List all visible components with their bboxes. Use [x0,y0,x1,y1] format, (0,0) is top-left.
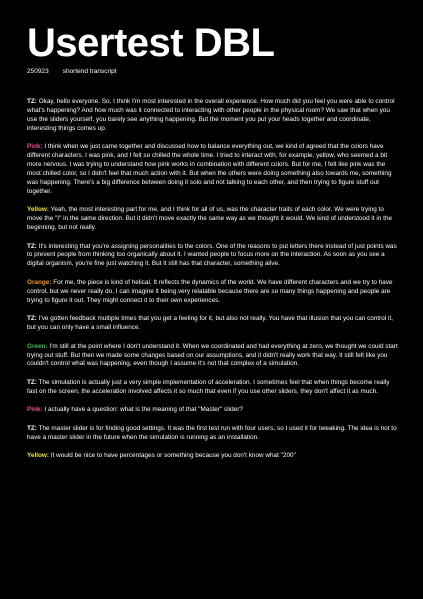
paragraph-text: I think when we just came together and discussed how to balance everything out, we kind of agreed that the colors have different characters. I was pink, and I felt so chilled the whole time. I tried to interact with, for example, yellow, who seemed a bit more nervous. I was trying to understand how pink works in combination with different colors. But for me, I felt like pink was the most chilled color, so I didn't feel that much action with it. But when the others were doing something also towards me, something was happening. There's a big difference between doing it solo and not talking to each other, and then trying to figure stuff out together. [27,143,392,195]
speaker-label: TZ: [27,242,37,250]
transcript-paragraph [27,343,399,370]
speaker-label: Orange: [27,278,52,286]
transcript-paragraph [27,452,399,461]
speaker-label: Yellow: [27,206,49,214]
paragraph-text: Okay, hello everyone. So, I think I'm most interested in the overall experience. How much did you feel you were able to control what's happening? And how much was it connected to interacting with other people in the physical room? We saw that when you use the sliders yourself, you barely see anything happening. But the moment you put your heads together and coordinate, interesting things comes up. [27,98,395,132]
transcript-paragraph [27,279,399,306]
document-meta [27,67,399,76]
paragraph-text: It's interesting that you're assigning personalities to the colors. One of the reasons to put letters there instead of just points was to prevent people from thinking too organically about it. I wanted people to focus more on the interaction. As soon as you see a digital organism, you're fine just watching it. But it still has that character, something alive. [27,242,397,268]
speaker-label: Green: [27,342,48,350]
speaker-label: TZ: [27,424,37,432]
transcript-paragraph [27,379,399,397]
paragraph-text: I actually have a question: what is the meaning of that "Master" slider? [42,406,243,414]
transcript-paragraph [27,98,399,134]
transcript-paragraph [27,243,399,270]
paragraph-text: The master slider is for finding good settings. It was the first test run with four users, so I used it for tweaking. The idea is not to have a master slider in the future when the simulation is running as an installation. [27,424,397,441]
transcript-paragraph [27,406,399,415]
paragraph-text: For me, the piece is kind of helical. It reflects the dynamics of the world. We have different characters and we try to have control, but we never really do. I can imagine it being very relatable because there are so many things happening and people are trying to figure it out. They might connect it to their own experiences. [27,278,393,304]
speaker-label: TZ: [27,378,37,386]
transcript-paragraph [27,425,399,443]
speaker-label: Yellow: [27,452,49,460]
paragraph-text: I'm still at the point where I don't understand it. When we coordinated and had everything at zero, we thought we could start trying out stuff. But then we made some changes based on our assumptions, and it didn't really work that way. It still felt like you couldn't control what was happening, even though I assume it's not that complex of a simulation. [27,342,398,368]
transcript-paragraph [27,315,399,333]
document-title: Usertest DBL [27,21,275,65]
transcript-paragraph [27,143,399,196]
speaker-label: TZ: [27,98,37,105]
paragraph-text: Yeah, the most interesting part for me, and I think for all of us, was the character traits of each color. We were trying to move the "I" in the same direction. But it didn't move exactly the same way as we thought it would. We kind of understood it in the beginning, but not really. [27,206,393,232]
transcript-page [27,20,399,471]
document-subtitle: shortend transcript [62,68,117,75]
transcript-body [27,98,399,461]
paragraph-text: It would be nice to have percentages or something because you don't know what "200" [49,452,296,460]
speaker-label: TZ: [27,315,37,323]
document-date: 250923 [27,68,49,75]
paragraph-text: The simulation is actually just a very simple implementation of acceleration. I sometimes feel that when things become really fast on the screen, the acceleration involved affects it so much that even if you use other sliders, they don't affect it as much. [27,378,390,395]
transcript-paragraph [27,206,399,233]
speaker-label: Pink: [27,143,43,151]
paragraph-text: I've gotten feedback multiple times that you get a feeling for it, but also not really. You have that illusion that you can control it, but you can only have a small influence. [27,315,394,332]
speaker-label: Pink: [27,406,43,414]
